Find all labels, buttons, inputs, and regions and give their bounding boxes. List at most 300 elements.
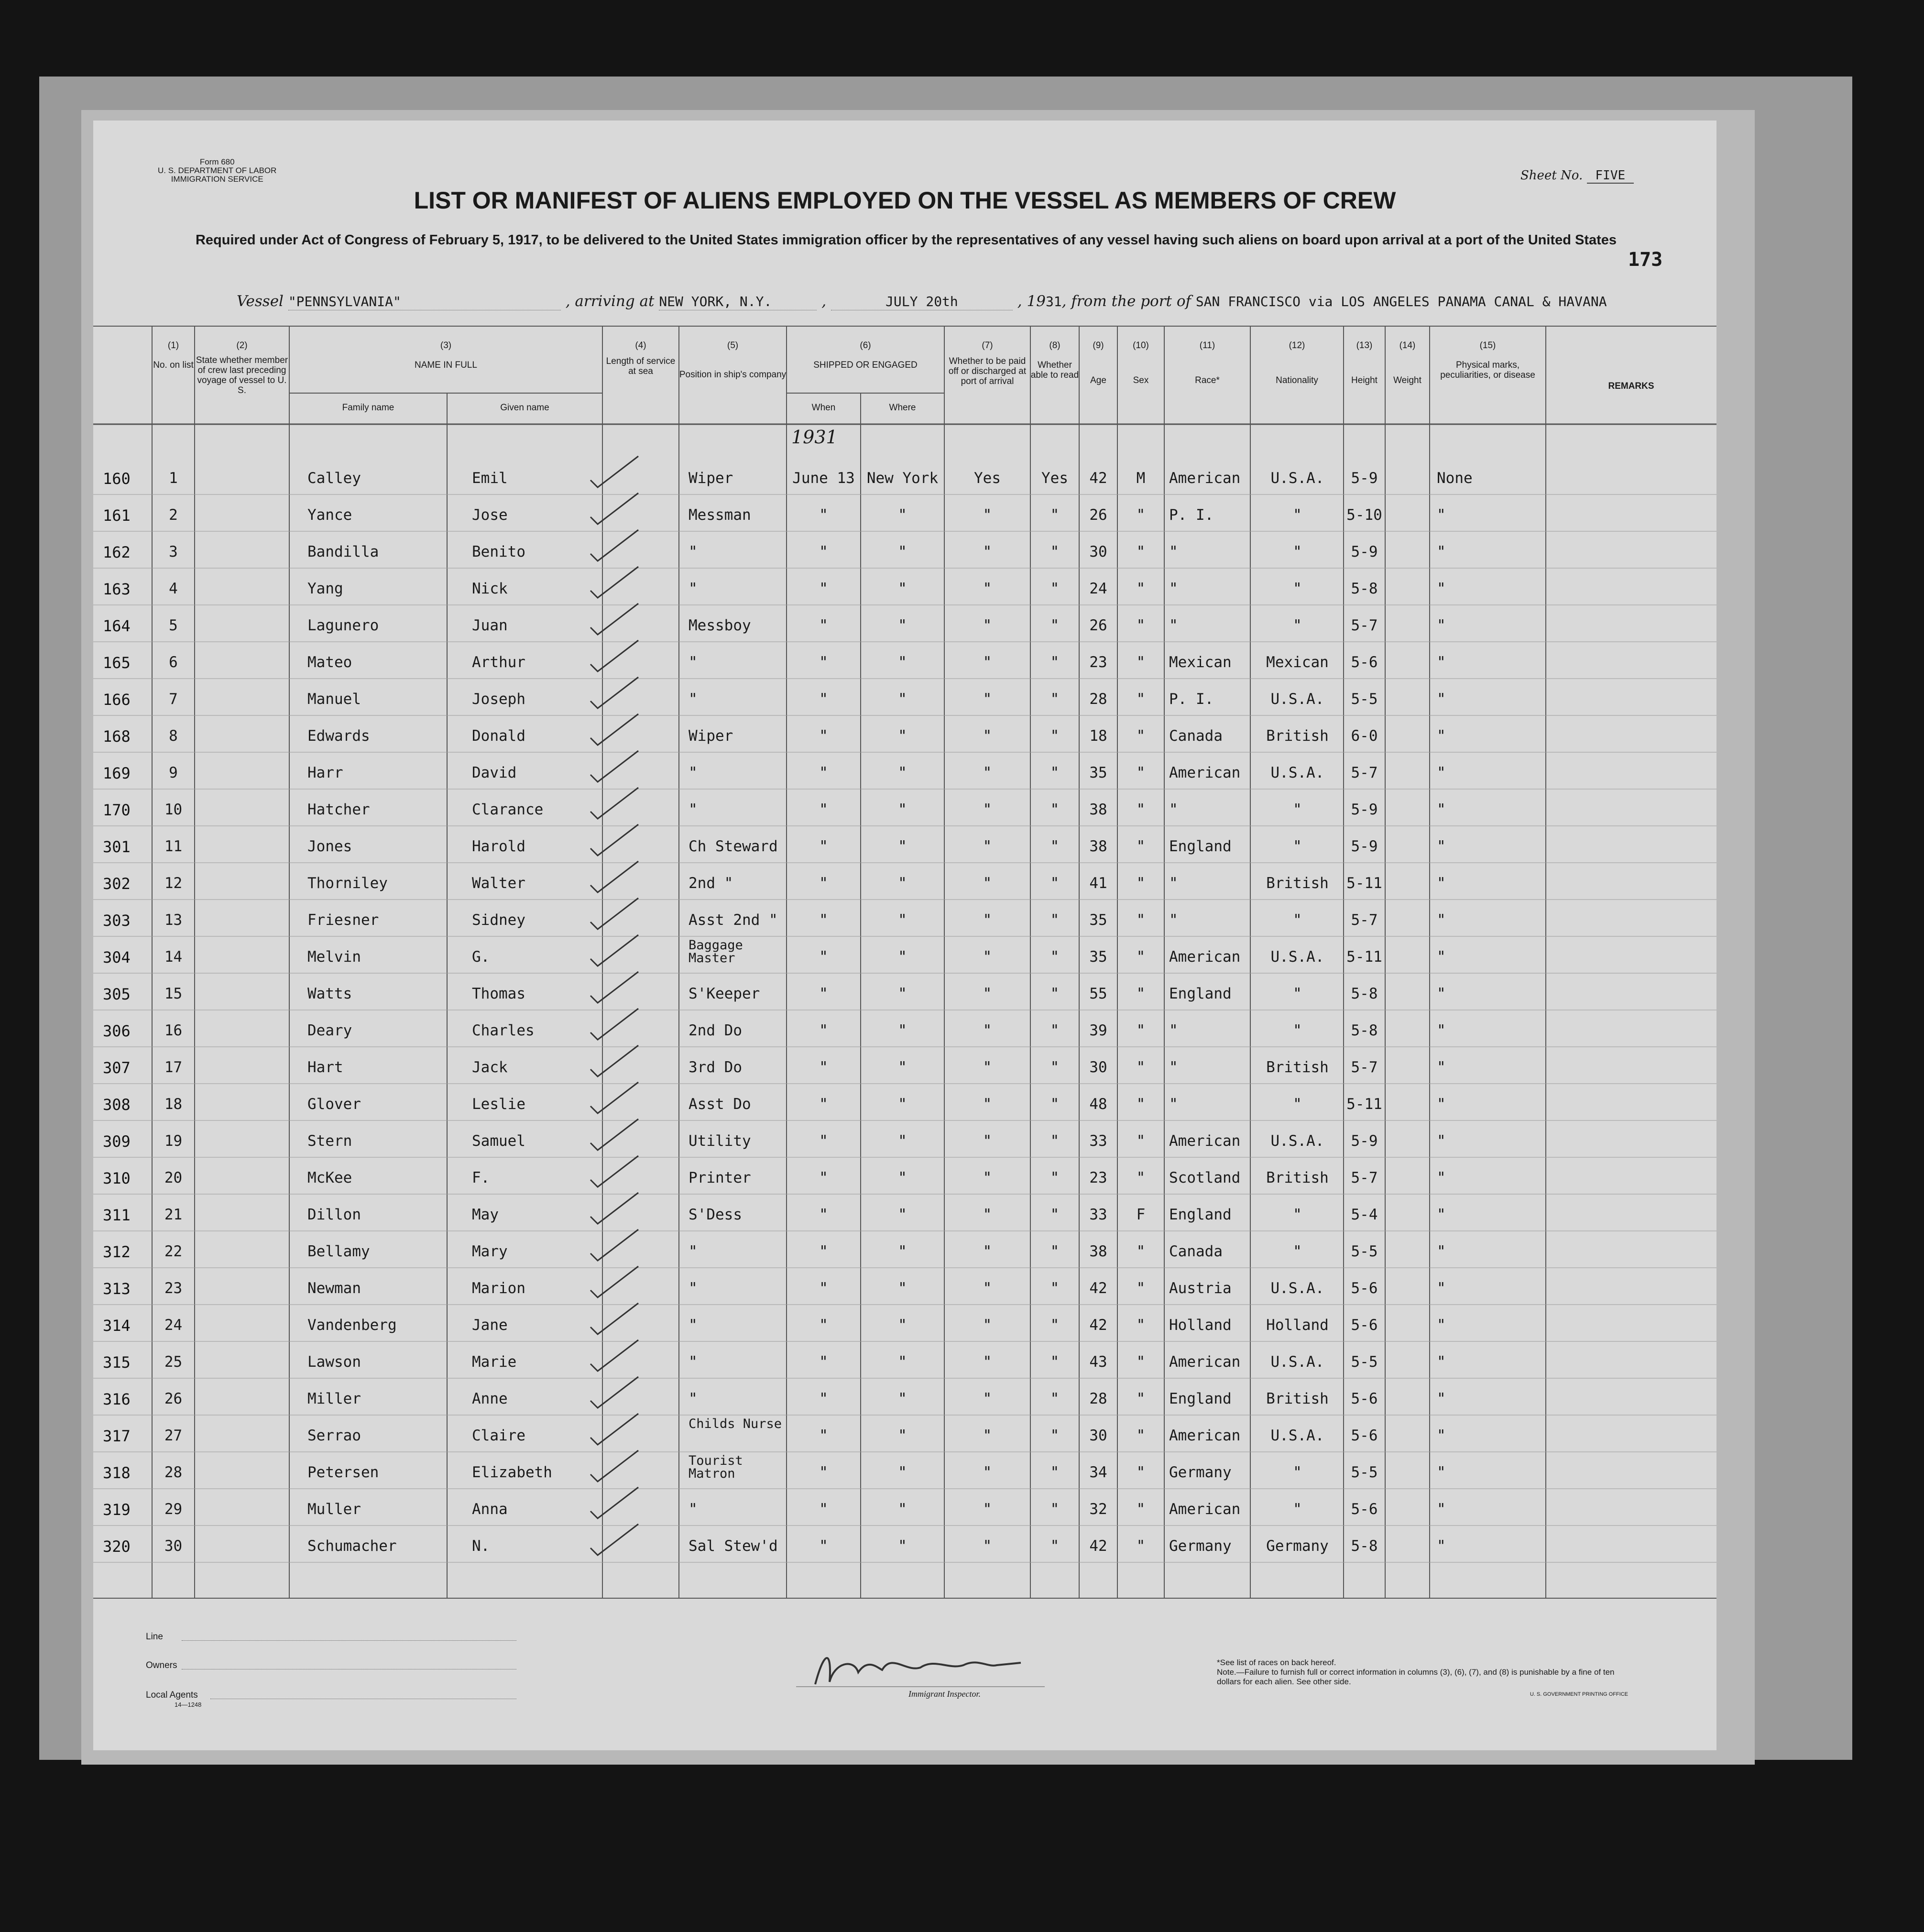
race: Canada <box>1169 727 1223 745</box>
paid-off: " <box>983 1427 992 1444</box>
age: 33 <box>1089 1206 1107 1223</box>
from-port-label: , from the port of <box>1061 293 1191 310</box>
row-number: 23 <box>164 1280 183 1297</box>
footer-note-penalty: Note.—Failure to furnish full or correct information in columns (3), (6), (7), and (8) is punishable by a fine of ten dollars for each alien. See other side. <box>1217 1668 1615 1686</box>
paid-off: " <box>983 617 992 634</box>
header-col11 <box>1164 340 1250 385</box>
position: Utility <box>689 1132 751 1150</box>
paid-off: " <box>983 1537 992 1555</box>
nationality: U.S.A. <box>1270 1132 1324 1150</box>
header-where: Where <box>889 403 916 413</box>
physical-marks: " <box>1437 1280 1446 1297</box>
height: 5-5 <box>1351 691 1378 708</box>
given-name: Leslie <box>472 1096 525 1113</box>
inspector-label: Immigrant Inspector. <box>908 1689 981 1699</box>
given-name: Samuel <box>472 1132 525 1150</box>
shipped-when: " <box>819 801 828 818</box>
paid-off: Yes <box>974 470 1001 487</box>
position: " <box>689 654 698 671</box>
header-col14-number: (14) <box>1399 340 1416 351</box>
nationality: " <box>1293 1501 1302 1518</box>
row-number: 8 <box>169 727 178 745</box>
shipped-where: " <box>898 1022 907 1039</box>
sex: " <box>1136 1280 1146 1297</box>
age: 23 <box>1089 1169 1107 1186</box>
paid-off: " <box>983 1169 992 1186</box>
age: 30 <box>1089 1059 1107 1076</box>
header-col1-label: No. on list <box>153 360 194 370</box>
family-name: Bandilla <box>307 543 379 560</box>
age: 18 <box>1089 727 1107 745</box>
sex: " <box>1136 801 1146 818</box>
height: 5-9 <box>1351 470 1378 487</box>
family-name: McKee <box>307 1169 352 1186</box>
left-margin-number: 307 <box>103 1059 131 1077</box>
able-to-read: " <box>1050 580 1060 597</box>
physical-marks: " <box>1437 801 1446 818</box>
nationality: Mexican <box>1266 654 1329 671</box>
sex: " <box>1136 838 1146 855</box>
header-remarks: REMARKS <box>1608 381 1654 391</box>
page-title: LIST OR MANIFEST OF ALIENS EMPLOYED ON THE VESSEL AS MEMBERS OF CREW <box>414 187 1396 214</box>
footer-notes <box>1217 1658 1628 1699</box>
row-number: 15 <box>164 985 183 1002</box>
shipped-where: " <box>898 617 907 634</box>
row-number: 11 <box>164 838 183 855</box>
given-name: Claire <box>472 1427 525 1444</box>
position: Ch Steward <box>689 838 778 855</box>
header-col7-number: (7) <box>982 340 993 351</box>
row-number: 29 <box>164 1501 183 1518</box>
row-number: 28 <box>164 1464 183 1481</box>
header-col13 <box>1344 340 1385 385</box>
row-number: 3 <box>169 543 178 560</box>
height: 5-6 <box>1351 1280 1378 1297</box>
race: " <box>1169 580 1178 597</box>
nationality: Holland <box>1266 1317 1329 1334</box>
shipped-when: " <box>819 1132 828 1150</box>
header-col12 <box>1250 340 1344 385</box>
race: Scotland <box>1169 1169 1241 1186</box>
sex: " <box>1136 1132 1146 1150</box>
physical-marks: " <box>1437 1243 1446 1260</box>
left-margin-number: 303 <box>103 911 131 930</box>
family-name: Lawson <box>307 1353 361 1371</box>
departure-port: SAN FRANCISCO via LOS ANGELES PANAMA CANAL & HAVANA <box>1195 294 1607 309</box>
shipped-when: " <box>819 580 828 597</box>
left-margin-number: 304 <box>103 948 131 966</box>
left-margin-number: 305 <box>103 985 131 1003</box>
header-col13-label: Height <box>1351 375 1377 385</box>
physical-marks: " <box>1437 1537 1446 1555</box>
height: 5-8 <box>1351 1537 1378 1555</box>
given-name: Arthur <box>472 654 525 671</box>
height: 5-7 <box>1351 1169 1378 1186</box>
left-margin-number: 320 <box>103 1537 131 1556</box>
left-margin-number: 319 <box>103 1501 131 1519</box>
position: " <box>689 764 698 781</box>
shipped-when: " <box>819 1280 828 1297</box>
header-col5-label: Position in ship's company <box>679 370 787 380</box>
row-number: 17 <box>164 1059 183 1076</box>
nationality: " <box>1293 1022 1302 1039</box>
age: 38 <box>1089 838 1107 855</box>
left-margin-number: 166 <box>103 691 131 709</box>
given-name: Mary <box>472 1243 508 1260</box>
shipped-when: June 13 <box>792 470 855 487</box>
nationality: U.S.A. <box>1270 1353 1324 1371</box>
position: " <box>689 1317 698 1334</box>
race: " <box>1169 801 1178 818</box>
height: 5-6 <box>1351 1501 1378 1518</box>
position: Asst 2nd " <box>689 911 778 929</box>
paid-off: " <box>983 543 992 560</box>
shipped-where: " <box>898 875 907 892</box>
given-name: Harold <box>472 838 525 855</box>
shipped-when: " <box>819 506 828 524</box>
row-number: 12 <box>164 875 183 892</box>
sex: " <box>1136 764 1146 781</box>
nationality: " <box>1293 1243 1302 1260</box>
row-number: 22 <box>164 1243 183 1260</box>
family-name: Muller <box>307 1501 361 1518</box>
form-number: Form 680 <box>199 157 235 166</box>
header-col2-number: (2) <box>236 340 248 351</box>
shipped-when: " <box>819 1243 828 1260</box>
header-col11-label: Race* <box>1195 375 1220 385</box>
left-margin-number: 165 <box>103 654 131 672</box>
physical-marks: " <box>1437 1464 1446 1481</box>
paid-off: " <box>983 727 992 745</box>
shipped-where: " <box>898 1427 907 1444</box>
able-to-read: " <box>1050 838 1060 855</box>
shipped-where: " <box>898 764 907 781</box>
shipped-when: " <box>819 764 828 781</box>
family-name: Watts <box>307 985 352 1002</box>
position: " <box>689 1390 698 1407</box>
race: " <box>1169 543 1178 560</box>
position: Childs Nurse <box>689 1416 782 1431</box>
page-subtitle: Required under Act of Congress of February 5, 1917, to be delivered to the United States immigration officer by the representatives of any vessel having such aliens on board upon arrival at a port of the United States <box>195 232 1617 248</box>
form-service: IMMIGRATION SERVICE <box>171 175 263 184</box>
sex: " <box>1136 1317 1146 1334</box>
race: American <box>1169 1427 1241 1444</box>
race: " <box>1169 1059 1178 1076</box>
family-name: Dillon <box>307 1206 361 1223</box>
race: " <box>1169 1096 1178 1113</box>
left-margin-number: 308 <box>103 1096 131 1114</box>
arriving-port: NEW YORK, N.Y. <box>659 294 772 309</box>
shipped-when: " <box>819 875 828 892</box>
race: " <box>1169 1022 1178 1039</box>
age: 48 <box>1089 1096 1107 1113</box>
race: " <box>1169 875 1178 892</box>
row-number: 10 <box>164 801 183 818</box>
physical-marks: " <box>1437 543 1446 560</box>
able-to-read: " <box>1050 1243 1060 1260</box>
race: Germany <box>1169 1464 1232 1481</box>
race: Holland <box>1169 1317 1232 1334</box>
shipped-where: " <box>898 838 907 855</box>
shipped-where: " <box>898 543 907 560</box>
row-number: 19 <box>164 1132 183 1150</box>
position: " <box>689 1280 698 1297</box>
race: England <box>1169 1206 1232 1223</box>
header-col2 <box>195 340 289 395</box>
age: 43 <box>1089 1353 1107 1371</box>
position: " <box>689 580 698 597</box>
able-to-read: " <box>1050 1096 1060 1113</box>
family-name: Yance <box>307 506 352 524</box>
physical-marks: " <box>1437 985 1446 1002</box>
age: 33 <box>1089 1132 1107 1150</box>
height: 5-11 <box>1346 1096 1382 1113</box>
height: 5-9 <box>1351 1132 1378 1150</box>
family-name: Mateo <box>307 654 352 671</box>
sex: " <box>1136 1059 1146 1076</box>
height: 5-10 <box>1346 506 1382 524</box>
family-name: Hatcher <box>307 801 370 818</box>
age: 28 <box>1089 1390 1107 1407</box>
race: American <box>1169 1353 1241 1371</box>
age: 42 <box>1089 1280 1107 1297</box>
given-name: Jane <box>472 1317 508 1334</box>
shipped-when: " <box>819 1464 828 1481</box>
shipped-where: " <box>898 506 907 524</box>
able-to-read: " <box>1050 1464 1060 1481</box>
age: 38 <box>1089 1243 1107 1260</box>
position: 2nd Do <box>689 1022 742 1039</box>
able-to-read: " <box>1050 727 1060 745</box>
able-to-read: " <box>1050 1169 1060 1186</box>
able-to-read: " <box>1050 1022 1060 1039</box>
sex: " <box>1136 506 1146 524</box>
nationality: British <box>1266 727 1329 745</box>
header-col10-number: (10) <box>1133 340 1149 351</box>
height: 5-6 <box>1351 1427 1378 1444</box>
header-when: When <box>811 403 836 413</box>
shipped-when: " <box>819 948 828 966</box>
given-name: Marie <box>472 1353 517 1371</box>
nationality: " <box>1293 838 1302 855</box>
nationality: " <box>1293 543 1302 560</box>
footer-form-code: 14—1248 <box>175 1701 202 1708</box>
sheet-number-label: Sheet No. <box>1520 168 1583 183</box>
physical-marks: " <box>1437 617 1446 634</box>
physical-marks: " <box>1437 580 1446 597</box>
family-name: Lagunero <box>307 617 379 634</box>
able-to-read: " <box>1050 1390 1060 1407</box>
header-col7-label: Whether to be paid off or discharged at port of arrival <box>948 356 1027 386</box>
able-to-read: " <box>1050 1317 1060 1334</box>
row-number: 6 <box>169 654 178 671</box>
paid-off: " <box>983 506 992 524</box>
age: 24 <box>1089 580 1107 597</box>
paid-off: " <box>983 1206 992 1223</box>
physical-marks: " <box>1437 1096 1446 1113</box>
paid-off: " <box>983 1280 992 1297</box>
given-name: Clarance <box>472 801 544 818</box>
shipped-where: " <box>898 948 907 966</box>
position: " <box>689 691 698 708</box>
sex: " <box>1136 948 1146 966</box>
row-number: 16 <box>164 1022 183 1039</box>
shipped-where: " <box>898 727 907 745</box>
left-margin-number: 317 <box>103 1427 131 1445</box>
race: " <box>1169 911 1178 929</box>
vessel-line: Vessel "PENNSYLVANIA" , arriving at NEW YORK, N.Y. , JULY 20th , 1931, from the port of SAN FRANCISCO via LOS ANGELES PANAMA CANAL & HAVANA <box>237 293 1607 310</box>
height: 5-11 <box>1346 875 1382 892</box>
physical-marks: " <box>1437 875 1446 892</box>
sex: " <box>1136 727 1146 745</box>
height: 5-4 <box>1351 1206 1378 1223</box>
family-name: Jones <box>307 838 352 855</box>
header-col9 <box>1079 340 1117 385</box>
physical-marks: " <box>1437 1427 1446 1444</box>
able-to-read: " <box>1050 1353 1060 1371</box>
height: 5-5 <box>1351 1464 1378 1481</box>
shipped-where: " <box>898 1169 907 1186</box>
header-col6 <box>787 340 944 370</box>
race: American <box>1169 948 1241 966</box>
left-margin-number: 318 <box>103 1464 131 1482</box>
age: 30 <box>1089 1427 1107 1444</box>
family-name: Stern <box>307 1132 352 1150</box>
physical-marks: " <box>1437 911 1446 929</box>
family-name: Petersen <box>307 1464 379 1481</box>
family-name: Calley <box>307 470 361 487</box>
left-margin-number: 170 <box>103 801 131 819</box>
race: American <box>1169 470 1241 487</box>
shipped-where: " <box>898 580 907 597</box>
sex: " <box>1136 1427 1146 1444</box>
given-name: N. <box>472 1537 490 1555</box>
shipped-when: " <box>819 617 828 634</box>
family-name: Miller <box>307 1390 361 1407</box>
physical-marks: " <box>1437 727 1446 745</box>
sex: " <box>1136 1464 1146 1481</box>
nationality: U.S.A. <box>1270 470 1324 487</box>
height: 5-8 <box>1351 580 1378 597</box>
family-name: Manuel <box>307 691 361 708</box>
race: Austria <box>1169 1280 1232 1297</box>
shipped-when: " <box>819 911 828 929</box>
sex: " <box>1136 985 1146 1002</box>
given-name: Benito <box>472 543 525 560</box>
height: 5-7 <box>1351 911 1378 929</box>
given-name: Donald <box>472 727 525 745</box>
shipped-where: " <box>898 1501 907 1518</box>
age: 42 <box>1089 470 1107 487</box>
age: 42 <box>1089 1537 1107 1555</box>
header-col5-number: (5) <box>727 340 739 351</box>
given-name: Jose <box>472 506 508 524</box>
position: " <box>689 543 698 560</box>
header-col14-label: Weight <box>1393 375 1421 385</box>
height: 5-8 <box>1351 1022 1378 1039</box>
physical-marks: " <box>1437 1132 1446 1150</box>
family-name: Edwards <box>307 727 370 745</box>
row-number: 1 <box>169 470 178 487</box>
nationality: " <box>1293 1096 1302 1113</box>
shipped-when: " <box>819 1317 828 1334</box>
footer-agents-label: Local Agents <box>146 1690 198 1700</box>
able-to-read: " <box>1050 506 1060 524</box>
paid-off: " <box>983 691 992 708</box>
manifest-sheet <box>93 121 1716 1750</box>
paid-off: " <box>983 1390 992 1407</box>
left-margin-number: 315 <box>103 1353 131 1372</box>
able-to-read: " <box>1050 985 1060 1002</box>
footer-line-label: Line <box>146 1632 163 1642</box>
height: 5-9 <box>1351 801 1378 818</box>
shipped-when: " <box>819 1022 828 1039</box>
given-name: Jack <box>472 1059 508 1076</box>
family-name: Bellamy <box>307 1243 370 1260</box>
able-to-read: " <box>1050 1059 1060 1076</box>
shipped-where: " <box>898 1280 907 1297</box>
paid-off: " <box>983 1243 992 1260</box>
sex: " <box>1136 1353 1146 1371</box>
header-col15-number: (15) <box>1479 340 1496 351</box>
race: Mexican <box>1169 654 1232 671</box>
able-to-read: " <box>1050 691 1060 708</box>
row-number: 20 <box>164 1169 183 1186</box>
age: 23 <box>1089 654 1107 671</box>
given-name: Charles <box>472 1022 535 1039</box>
height: 5-8 <box>1351 985 1378 1002</box>
shipped-where: " <box>898 801 907 818</box>
nationality: " <box>1293 801 1302 818</box>
given-name: G. <box>472 948 490 966</box>
physical-marks: " <box>1437 1390 1446 1407</box>
nationality: " <box>1293 1206 1302 1223</box>
physical-marks: " <box>1437 948 1446 966</box>
height: 5-11 <box>1346 948 1382 966</box>
race: Canada <box>1169 1243 1223 1260</box>
header-col3 <box>289 340 602 370</box>
header-col3-number: (3) <box>440 340 452 351</box>
left-margin-number: 168 <box>103 727 131 746</box>
height: 5-7 <box>1351 764 1378 781</box>
form-department: U. S. DEPARTMENT OF LABOR <box>158 166 277 175</box>
sex: " <box>1136 617 1146 634</box>
shipped-where: " <box>898 691 907 708</box>
position: S'Dess <box>689 1206 742 1223</box>
handwritten-year: 1931 <box>791 427 838 448</box>
height: 5-7 <box>1351 617 1378 634</box>
row-number: 21 <box>164 1206 183 1223</box>
paid-off: " <box>983 764 992 781</box>
paid-off: " <box>983 875 992 892</box>
position: " <box>689 1501 698 1518</box>
physical-marks: " <box>1437 1206 1446 1223</box>
row-number: 9 <box>169 764 178 781</box>
height: 5-6 <box>1351 1390 1378 1407</box>
row-number: 27 <box>164 1427 183 1444</box>
header-col3-label: NAME IN FULL <box>415 360 477 370</box>
position: Messboy <box>689 617 751 634</box>
left-margin-number: 306 <box>103 1022 131 1040</box>
race: " <box>1169 617 1178 634</box>
able-to-read: " <box>1050 1427 1060 1444</box>
age: 35 <box>1089 764 1107 781</box>
sex: " <box>1136 543 1146 560</box>
footer-line-field <box>182 1640 516 1641</box>
race: England <box>1169 838 1232 855</box>
header-given-name: Given name <box>500 403 549 413</box>
age: 35 <box>1089 911 1107 929</box>
